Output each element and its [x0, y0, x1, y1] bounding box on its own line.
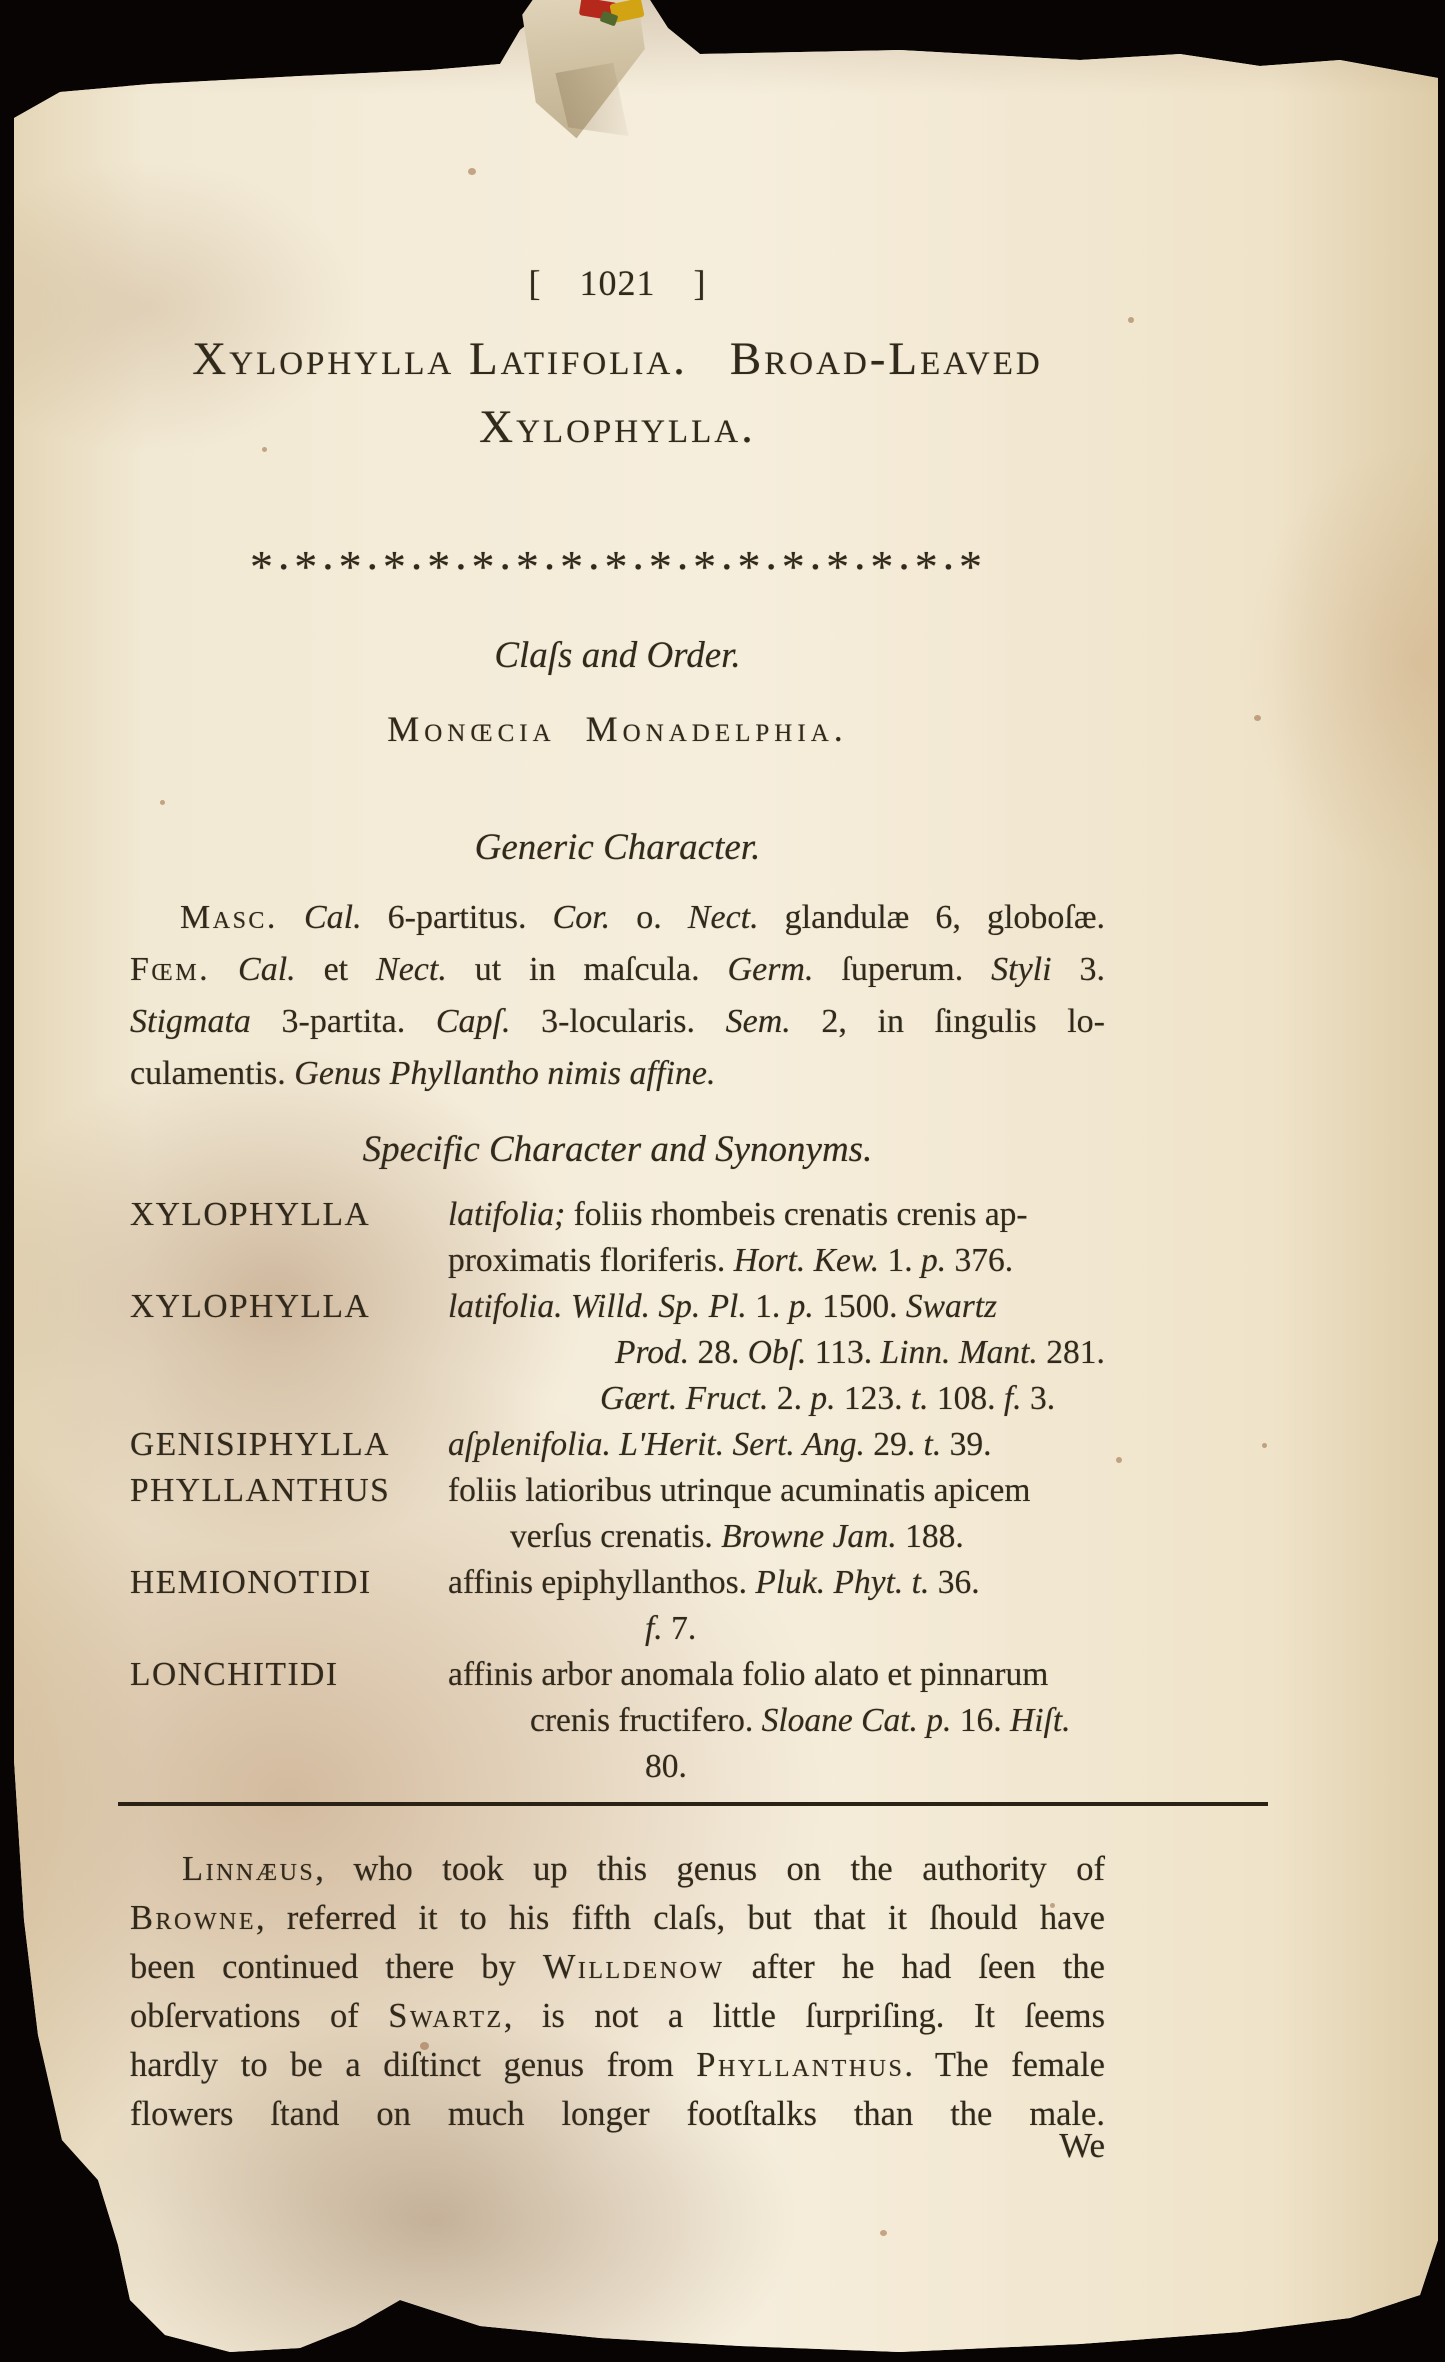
text-segment: Pluk. Phyt. t. [755, 1564, 930, 1601]
text-segment: Obſ. [747, 1334, 807, 1371]
text-line [130, 892, 1105, 944]
text-line [130, 1845, 1105, 1894]
text-segment: t. [923, 1426, 942, 1463]
text-line [130, 1698, 1105, 1744]
text-segment: Genus Phyllantho nimis affine. [294, 1055, 716, 1092]
text-segment: f. [1003, 1380, 1022, 1417]
generic-character-paragraph [130, 892, 1105, 1100]
text-segment: Cal. [238, 951, 296, 988]
text-segment: 2, in ſingulis lo- [790, 1003, 1105, 1040]
text-segment: Sem. [725, 1003, 791, 1040]
text-segment: t. [910, 1380, 929, 1417]
text-line [130, 996, 1105, 1048]
text-segment: foliis rhombeis crenatis crenis ap- [565, 1196, 1028, 1233]
foxing-spot [1254, 715, 1261, 721]
text-segment: . The female [904, 2046, 1105, 2084]
synonym-genus-label: XYLOPHYLLA [130, 1196, 371, 1233]
text-segment: Swartz [388, 1997, 504, 2035]
text-segment: , is not a little ſurpriſing. It ſeems [503, 1997, 1105, 2035]
text-segment: 80. [645, 1748, 687, 1785]
page-number: [ 1021 ] [528, 263, 707, 303]
text-segment: after he had ſeen the [724, 1948, 1105, 1986]
printed-text-column [130, 0, 1105, 2362]
text-segment: , who took up this genus on the authority of [315, 1850, 1105, 1888]
text-segment: Capſ. [435, 1003, 511, 1040]
text-segment: p. [810, 1380, 836, 1417]
text-segment: Nect. [376, 951, 447, 988]
text-segment: 1. [746, 1288, 789, 1325]
synonym-genus-label: PHYLLANTHUS [130, 1472, 391, 1509]
class-and-order-value: Monœcia Monadelphia. [387, 709, 848, 749]
text-line [130, 944, 1105, 996]
text-segment: Willdenow [542, 1948, 725, 1986]
text-line [130, 1330, 1105, 1376]
synonyms-list [130, 1192, 1105, 1790]
text-segment: Germ. [727, 951, 814, 988]
text-line [130, 1992, 1105, 2041]
text-segment: p. [788, 1288, 814, 1325]
text-segment: latifolia; [448, 1196, 566, 1233]
text-segment: Hiſt. [1010, 1702, 1071, 1739]
text-segment: flowers ſtand on much longer footſtalks than the male. [130, 2095, 1105, 2133]
text-segment: Fœm. [130, 951, 211, 988]
specific-character-heading: Specific Character and Synonyms. [362, 1129, 873, 1170]
text-segment: Swartz [905, 1288, 998, 1325]
text-segment: 16. [951, 1702, 1011, 1739]
synonym-genus-label: LONCHITIDI [130, 1656, 339, 1693]
text-segment: affinis epiphyllanthos. [448, 1564, 756, 1601]
synonym-genus-label: GENISIPHYLLA [130, 1426, 390, 1463]
synonym-genus-label: HEMIONOTIDI [130, 1564, 372, 1601]
class-and-order-heading: Claſs and Order. [494, 635, 741, 676]
text-line [130, 1560, 1105, 1606]
text-segment: 3-locularis. [510, 1003, 726, 1040]
species-title-line1 [130, 332, 1105, 386]
text-segment: Hort. Kew. [733, 1242, 880, 1279]
text-segment: 36. [929, 1564, 980, 1601]
text-segment: Browne Jam. [721, 1518, 897, 1555]
text-segment: 123. [835, 1380, 911, 1417]
text-segment: Stigmata [130, 1003, 251, 1040]
text-line [130, 1376, 1105, 1422]
text-segment: Cor. [552, 899, 611, 936]
text-line [130, 1192, 1105, 1238]
text-segment: been continued there by [130, 1948, 543, 1986]
text-segment: 29. [864, 1426, 924, 1463]
text-segment: ſuperum. [813, 951, 992, 988]
text-segment: Phyllanthus [696, 2046, 905, 2084]
species-title-english: Broad-Leaved [729, 333, 1043, 385]
foxing-spot [1128, 317, 1134, 323]
text-segment: 2. [768, 1380, 811, 1417]
text-line [130, 2041, 1105, 2090]
generic-character-heading: Generic Character. [474, 827, 761, 868]
text-segment: Nect. [687, 899, 759, 936]
text-line [130, 1048, 1105, 1100]
text-segment: Prod. [615, 1334, 690, 1371]
text-line [130, 1894, 1105, 1943]
text-line [130, 1744, 1105, 1790]
text-segment: p. [920, 1242, 947, 1279]
ornament-divider: *·*·*·*·*·*·*·*·*·*·*·*·*·*·*·*·* [249, 541, 986, 592]
text-segment: 108. [928, 1380, 1004, 1417]
text-line [130, 1468, 1105, 1514]
foxing-spot [1116, 1457, 1122, 1463]
text-segment: Sloane Cat. p. [761, 1702, 952, 1739]
text-line [130, 1514, 1105, 1560]
text-segment: 28. [689, 1334, 748, 1371]
text-segment: Linn. Mant. [880, 1334, 1038, 1371]
catchword: We [1059, 2126, 1105, 2165]
text-line [130, 1943, 1105, 1992]
text-segment [210, 951, 238, 988]
discussion-paragraph [130, 1845, 1105, 2139]
species-title-latin: Xylophylla Latifolia. [192, 333, 688, 385]
text-segment: crenis fructifero. [530, 1702, 762, 1739]
text-segment: 7. [662, 1610, 697, 1647]
text-segment: 113. [806, 1334, 881, 1371]
text-segment: proximatis floriferis. [448, 1242, 734, 1279]
text-segment: Linnæus [182, 1850, 316, 1888]
text-segment: verſus crenatis. [510, 1518, 722, 1555]
text-segment: Browne [130, 1899, 256, 1937]
text-segment: 188. [896, 1518, 964, 1555]
text-segment: Gært. Fruct. [600, 1380, 769, 1417]
text-line [130, 1652, 1105, 1698]
text-segment: glandulæ 6, globoſæ. [758, 899, 1106, 936]
text-segment: Styli [991, 951, 1052, 988]
synonym-genus-label: XYLOPHYLLA [130, 1288, 371, 1325]
foxing-spot [1262, 1443, 1267, 1448]
text-segment: 281. [1037, 1334, 1105, 1371]
species-title-line2: Xylophylla. [479, 401, 756, 453]
text-segment: culamentis. [130, 1055, 295, 1092]
text-segment: 39. [941, 1426, 992, 1463]
text-line [130, 1606, 1105, 1652]
text-segment: Masc. [180, 899, 278, 936]
text-line [130, 1422, 1105, 1468]
text-segment: latifolia. Willd. Sp. Pl. [448, 1288, 747, 1325]
text-segment: hardly to be a diſtinct genus from [130, 2046, 697, 2084]
text-line [130, 1238, 1105, 1284]
text-segment: 1500. [813, 1288, 906, 1325]
text-segment: 3. [1051, 951, 1105, 988]
text-segment: ut in maſcula. [446, 951, 728, 988]
text-segment: 6-partitus. [361, 899, 553, 936]
text-segment: f. [645, 1610, 663, 1647]
text-segment: 3. [1021, 1380, 1056, 1417]
text-segment [278, 899, 304, 936]
text-segment: aſplenifolia. L'Herit. Sert. Ang. [448, 1426, 865, 1463]
text-segment: , referred it to his fifth claſs, but that it ſhould have [256, 1899, 1105, 1937]
text-line [130, 1284, 1105, 1330]
text-segment: et [295, 951, 377, 988]
text-segment: 3-partita. [250, 1003, 436, 1040]
text-segment: obſervations of [130, 1997, 389, 2035]
text-segment: affinis arbor anomala folio alato et pinnarum [448, 1656, 1049, 1693]
text-segment: foliis latioribus utrinque acuminatis apicem [448, 1472, 1031, 1509]
text-segment: 1. [879, 1242, 921, 1279]
text-segment: Cal. [303, 899, 362, 936]
text-segment: o. [610, 899, 688, 936]
text-segment: 376. [946, 1242, 1014, 1279]
